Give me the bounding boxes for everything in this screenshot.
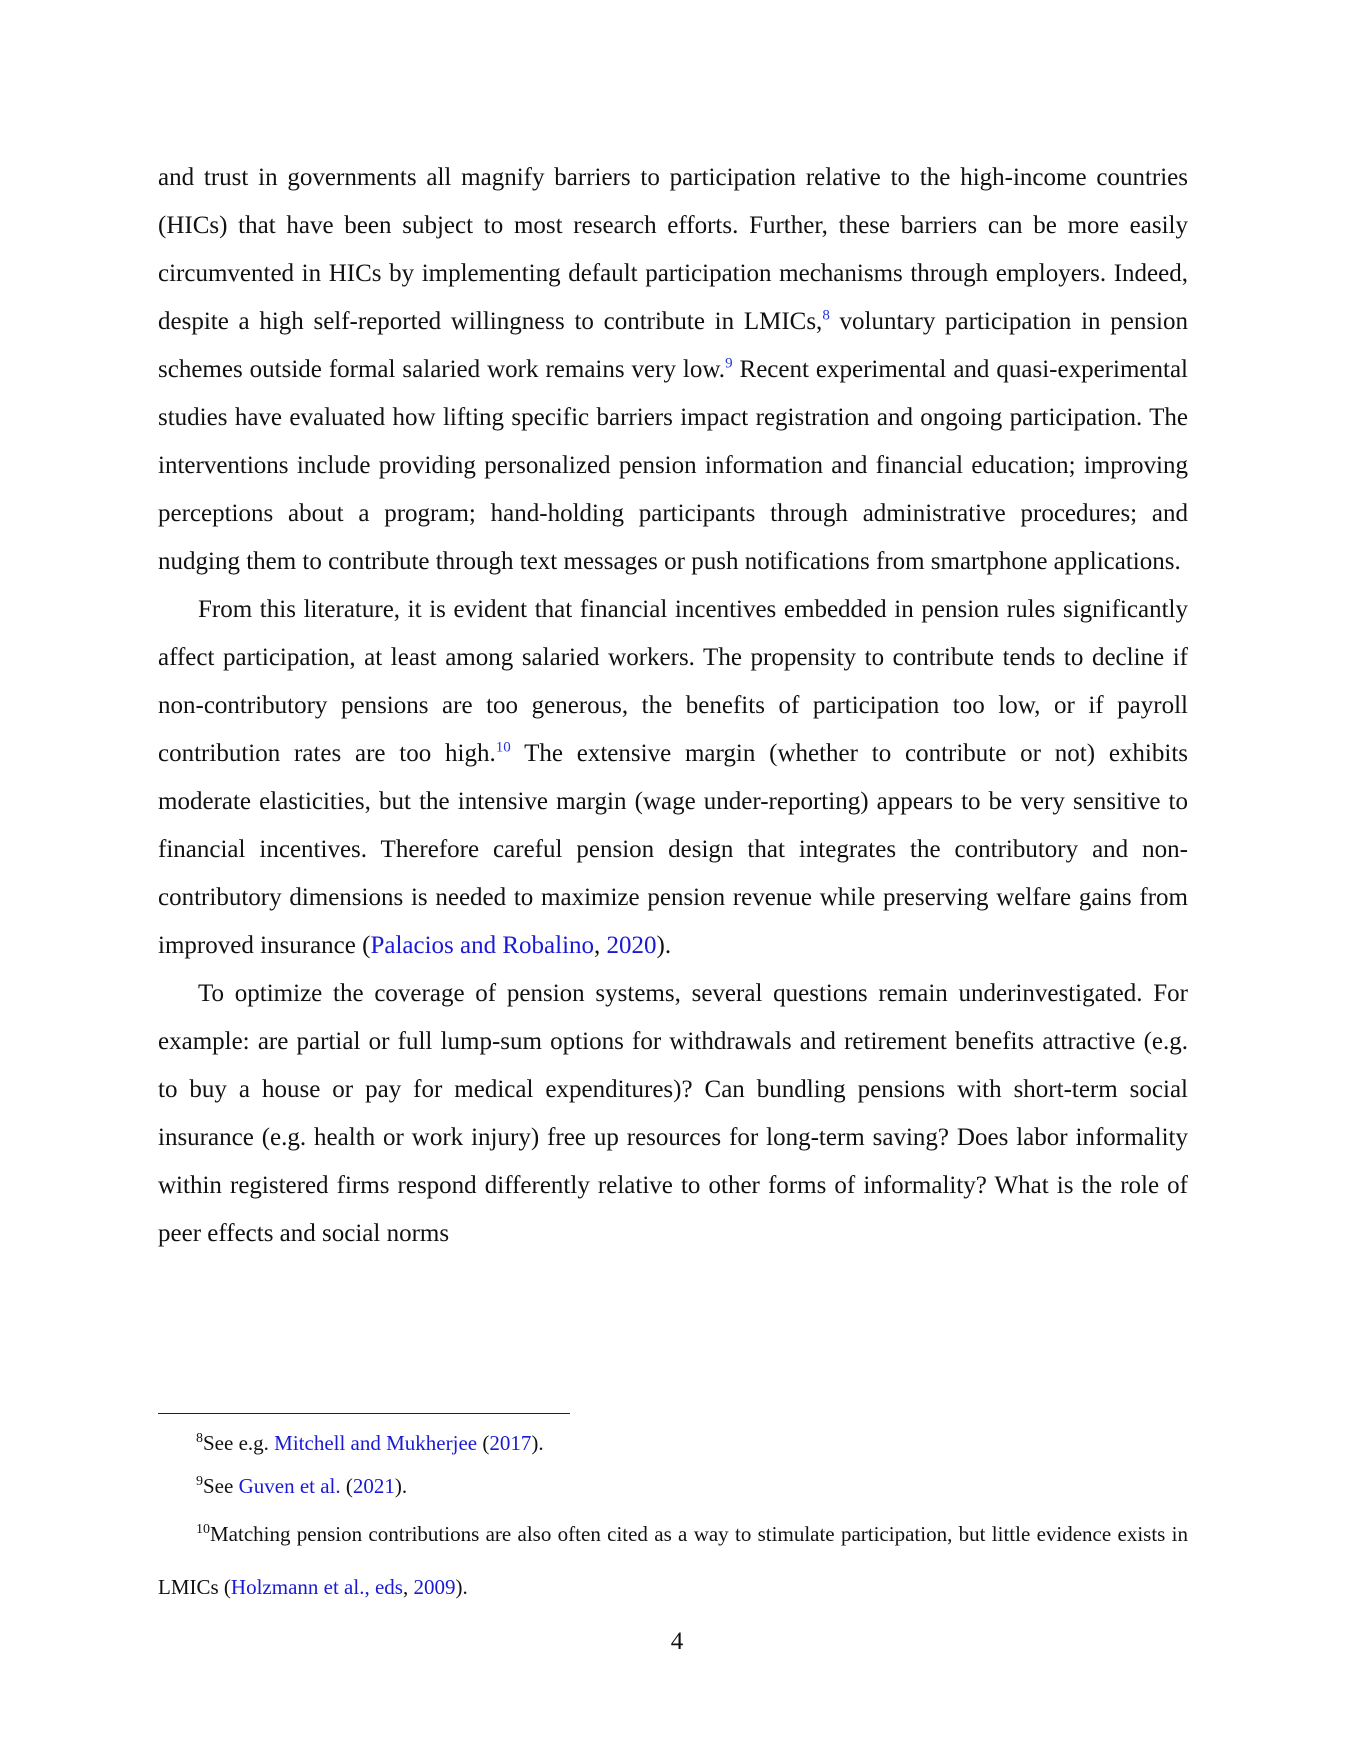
paragraph-2 <box>158 586 1188 970</box>
footnote-9 <box>158 1465 1188 1508</box>
footnote-text: ). <box>455 1575 468 1599</box>
footnotes <box>158 1422 1188 1614</box>
footnote-text: ). <box>531 1431 544 1455</box>
citation-link[interactable]: Holzmann et al., eds <box>230 1575 403 1599</box>
footnote-8 <box>158 1422 1188 1465</box>
page-number: 4 <box>670 1628 684 1655</box>
paragraph-text: voluntary participation in pension schemes outside formal salaried work remains very low. <box>158 308 1188 383</box>
footnote-divider <box>158 1413 570 1414</box>
paragraph-text: From this literature, it is evident that financial incentives embedded in pension rules significantly affect participation, at least among salaried workers. The propensity to contribute tends to decline if non-contributory pensions are too generous, the benefits of participation too low, or if payroll contribution rates are too high. <box>158 596 1188 767</box>
citation-link[interactable]: Mitchell and Mukherjee <box>274 1431 478 1455</box>
footnote-text: ( <box>340 1474 353 1498</box>
citation-year-link[interactable]: 2009 <box>413 1575 456 1599</box>
footnote-text: See e.g. <box>203 1431 275 1455</box>
citation-link[interactable]: Palacios and Robalino <box>370 932 595 959</box>
footnote-text: ( <box>477 1431 490 1455</box>
footnote-10 <box>158 1508 1188 1614</box>
citation-year-link[interactable]: 2017 <box>489 1431 532 1455</box>
footnote-mark: 8 <box>196 1431 203 1446</box>
footnote-ref-10[interactable]: 10 <box>495 739 511 756</box>
footnote-mark: 10 <box>196 1522 210 1537</box>
footnote-text: See <box>203 1474 239 1498</box>
paragraph-text: The extensive margin (whether to contribute or not) exhibits moderate elasticities, but the intensive margin (wage under-reporting) appears to be very sensitive to financial incentives. Therefore careful pension design that integrates the contributory and non-contributory dimensions is needed to maximize pension revenue while preserving welfare gains from improved insurance ( <box>158 740 1188 959</box>
footnote-text: Matching pension contributions are also often cited as a way to stimulate participation, but little evidence exists in LMICs ( <box>158 1522 1188 1599</box>
citation-link[interactable]: Guven et al. <box>238 1474 341 1498</box>
footnote-ref-8[interactable]: 8 <box>822 307 830 324</box>
footnote-mark: 9 <box>196 1474 203 1489</box>
paragraph-1 <box>158 154 1188 586</box>
paragraph-3: To optimize the coverage of pension systems, several questions remain underinvestigated. For example: are partial or full lump-sum options for withdrawals and retirement benefits attractive (e.g. to buy a house or pay for medical expenditures)? Can bundling pensions with short-term social insurance (e.g. health or work injury) free up resources for long-term saving? Does labor informality within registered firms respond differently relative to other forms of informality? What is the role of peer effects and social norms <box>158 980 1188 1247</box>
paragraph-text: and trust in governments all magnify barriers to participation relative to the high-income countries (HICs) that have been subject to most research efforts. Further, these barriers can be more easily circumvented in HICs by implementing default participation mechanisms through employers. Indeed, despite a high self-reported willingness to contribute in LMICs, <box>158 164 1188 335</box>
paragraph-text: ). <box>656 932 672 959</box>
footnote-text: , <box>402 1575 414 1599</box>
main-text <box>158 154 1188 1258</box>
paragraph-text: Recent experimental and quasi-experimental studies have evaluated how lifting specific barriers impact registration and ongoing participation. The interventions include providing personalized pension information and financial education; improving perceptions about a program; hand-holding participants through administrative procedures; and nudging them to contribute through text messages or push notifications from smartphone applications. <box>158 356 1188 575</box>
citation-year-link[interactable]: 2021 <box>352 1474 395 1498</box>
citation-separator: , <box>594 932 607 959</box>
footnote-text: ). <box>394 1474 408 1498</box>
footnote-ref-9[interactable]: 9 <box>725 355 733 372</box>
citation-year-link[interactable]: 2020 <box>606 932 657 959</box>
